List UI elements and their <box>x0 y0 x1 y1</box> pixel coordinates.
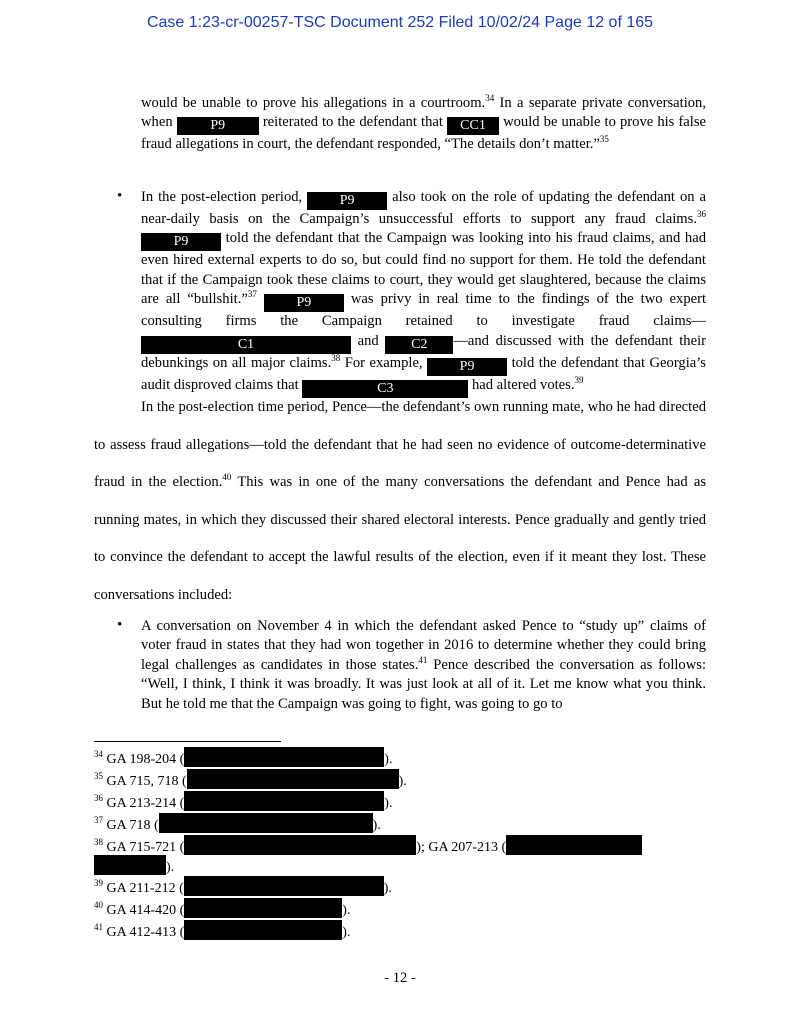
footnote-mid: ); GA 207-213 ( <box>416 840 507 855</box>
bullet2-text-2: Pence described the conversation as follows: “Well, I think, I think it was broadly. It was just look at all of it. Let me know what you think. But he told me that the Campaign was going to fight, was going to go to <box>141 656 706 712</box>
redaction-c1: C1 <box>141 336 351 354</box>
redaction <box>506 835 642 855</box>
bullet1-text-7: For example, <box>340 354 428 371</box>
bullet-paragraph-nov4 <box>141 617 706 714</box>
footnote-end: ). <box>372 818 381 833</box>
footnote-ref-36: 36 <box>697 209 706 219</box>
redaction <box>159 813 373 833</box>
footnote-citation: GA 412-413 ( <box>106 925 185 940</box>
footnote-end: ). <box>384 752 393 767</box>
footnote-37 <box>94 813 381 835</box>
case-header: Case 1:23-cr-00257-TSC Document 252 Filed 10/02/24 Page 12 of 165 <box>146 14 654 31</box>
redaction-c2: C2 <box>385 336 453 354</box>
bullet-paragraph-p9 <box>141 188 706 398</box>
bullet-dot: • <box>117 617 123 633</box>
bullet1-text-2: also took on the role of updating the defendant on a near-daily basis on the Campaign’s unsuccessful efforts to support any fraud claims. <box>141 189 706 227</box>
footnote-39 <box>94 876 392 898</box>
footnote-citation: GA 715, 718 ( <box>106 774 187 789</box>
footnote-end: ). <box>384 796 393 811</box>
para2-text-1: In the post-election time period, Pence—the defendant’s own running mate, who he had directed to assess fraud allegations—told the defendant that he had seen no evidence of outcome-determinative fraud in the election. <box>94 399 706 491</box>
paragraph-pence <box>94 389 706 615</box>
para1-text-1: would be unable to prove his allegations in a courtroom. <box>141 95 486 111</box>
footnote-41 <box>94 920 350 942</box>
bullet1-text-3: told the defendant that the Campaign was looking into his fraud claims, and had even hired external experts to do so, but could find no support for them. He told the defendant that if the Campaign took these claims to court, they would get slaughtered, because the claims are all “bullshit.” <box>141 230 706 308</box>
footnote-ref-41: 41 <box>418 654 428 665</box>
footnote-end: ). <box>398 774 407 789</box>
para1-text-2: In a separate private conversation, when <box>141 95 706 131</box>
bullet1-text-6: —and discussed with the defendant their debunkings on all major claims. <box>141 332 706 371</box>
redaction-p9: P9 <box>141 233 221 251</box>
footnote-ref-38: 38 <box>331 352 341 363</box>
bullet1-text-8: told the defendant that Georgia’s audit disproved claims that <box>141 354 706 393</box>
redaction <box>184 898 342 918</box>
footnote-ref-40: 40 <box>222 472 232 483</box>
redaction-p9: P9 <box>427 358 507 376</box>
bullet1-text-4: was privy in real time to the findings of the two expert consulting firms the Campaign retained to investigate fraud claims— <box>141 291 707 330</box>
footnote-38 <box>94 835 642 857</box>
footnote-end: ). <box>383 881 392 896</box>
footnote-separator <box>94 741 281 742</box>
footnote-number: 39 <box>94 878 103 888</box>
redaction <box>184 791 384 811</box>
footnote-end: ). <box>342 903 351 918</box>
redaction-p9: P9 <box>264 294 344 312</box>
footnote-number: 36 <box>94 793 103 803</box>
footnote-38-continued <box>94 855 174 877</box>
footnote-36 <box>94 791 392 813</box>
redaction-p9: P9 <box>177 117 259 135</box>
bullet-dot: • <box>117 188 123 204</box>
footnote-end: ). <box>342 925 351 940</box>
footnote-ref-39: 39 <box>574 374 584 385</box>
bullet1-text-5: and <box>351 332 386 349</box>
footnote-number: 38 <box>94 837 103 847</box>
para2-text-2: This was in one of the many conversations the defendant and Pence had as running mates, in which they discussed their shared electoral interests. Pence gradually and gently tried to convince the defendant to accept the lawful results of the election, even if it meant they lost. These conversations included: <box>94 474 706 603</box>
paragraph-continued <box>141 94 706 155</box>
footnote-ref-37: 37 <box>247 289 257 300</box>
footnote-number: 34 <box>94 749 103 759</box>
footnote-number: 41 <box>94 922 103 932</box>
footnote-ref-34: 34 <box>485 93 495 103</box>
redaction <box>184 876 384 896</box>
redaction <box>184 835 416 855</box>
footnote-34 <box>94 747 392 769</box>
redaction-p9: P9 <box>307 192 387 210</box>
footnote-end: ). <box>166 860 175 875</box>
footnote-35 <box>94 769 407 791</box>
page-number: - 12 - <box>384 970 416 986</box>
footnote-citation: GA 211-212 ( <box>106 881 184 896</box>
redaction <box>94 855 166 875</box>
footnote-citation: GA 213-214 ( <box>106 796 185 811</box>
footnote-number: 40 <box>94 900 103 910</box>
bullet2-text-1: A conversation on November 4 in which the defendant asked Pence to “study up” claims of voter fraud in states that they had won together in 2016 to determine whether they could bring legal challenges as candidates in those states. <box>141 618 706 673</box>
bullet1-text-1: In the post-election period, <box>141 189 308 205</box>
bullet1-text-9: had altered votes. <box>468 376 575 393</box>
footnote-number: 37 <box>94 815 103 825</box>
redaction <box>184 747 384 767</box>
redaction-c3: C3 <box>302 380 468 398</box>
footnote-citation: GA 715-721 ( <box>106 840 185 855</box>
para1-text-3: reiterated to the defendant that <box>258 114 447 131</box>
footnote-40 <box>94 898 350 920</box>
redaction-cc1: CC1 <box>447 117 499 135</box>
footnote-citation: GA 414-420 ( <box>106 903 185 918</box>
footnote-number: 35 <box>94 771 103 781</box>
redaction <box>187 769 399 789</box>
para1-text-4: would be unable to prove his false fraud allegations in court, the defendant responded, “The details don’t matter.” <box>141 114 706 153</box>
footnote-ref-35: 35 <box>599 134 609 145</box>
redaction <box>184 920 342 940</box>
footnote-citation: GA 718 ( <box>106 818 159 833</box>
footnote-citation: GA 198-204 ( <box>106 752 185 767</box>
